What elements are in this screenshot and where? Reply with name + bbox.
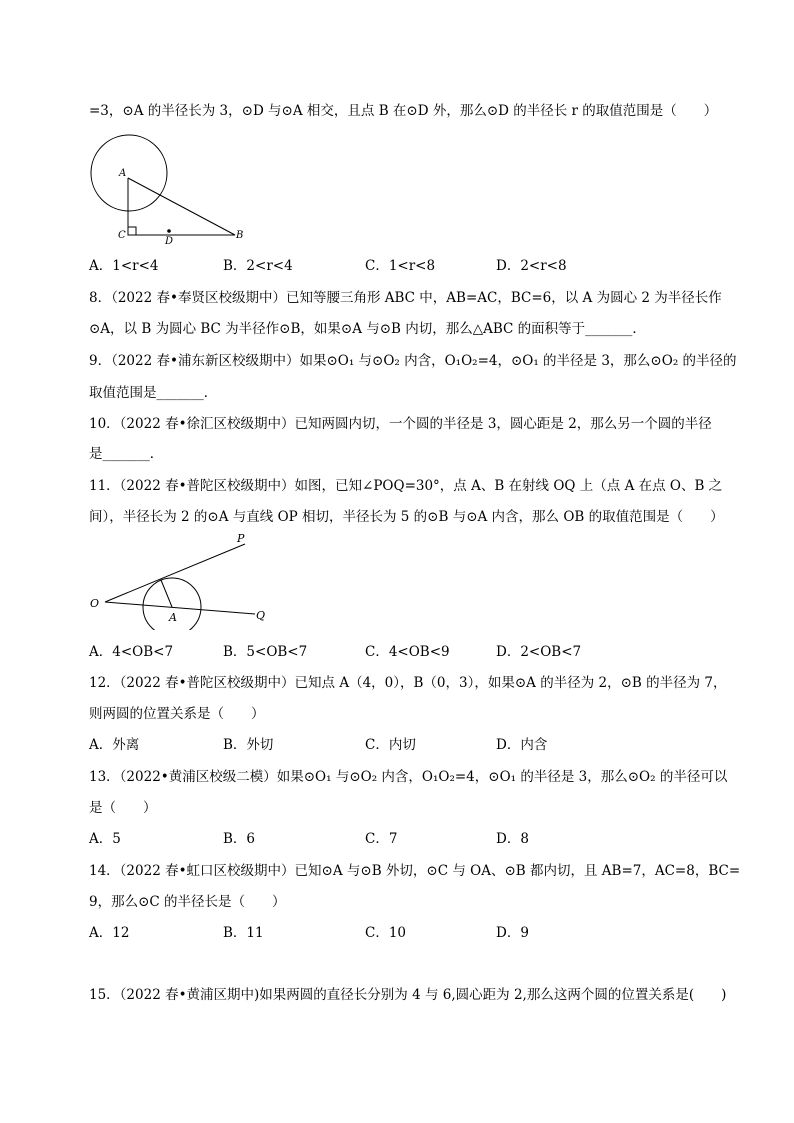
q10-line1: 10．（2022 春•徐汇区校级期中）已知两圆内切，一个圆的半径是 3，圆心距是 2，那么另一个圆的半径 <box>89 416 712 432</box>
q14-options <box>89 924 689 942</box>
q9-line1: 9．（2022 春•浦东新区校级期中）如果⊙O₁ 与⊙O₂ 内含，O₁O₂=4，⊙O₁ 的半径是 3，那么⊙O₂ 的半径的 <box>89 353 737 369</box>
q13-line1: 13．（2022•黄浦区校级二模）如果⊙O₁ 与⊙O₂ 内含，O₁O₂=4，⊙O₁ 的半径是 3，那么⊙O₂ 的半径可以 <box>89 769 728 785</box>
option-c[interactable]: C．10 <box>365 925 407 941</box>
option-a[interactable]: A．4<OB<7 <box>89 644 174 660</box>
q12-line2: 则两圆的位置关系是（ ） <box>89 706 265 722</box>
option-b[interactable]: B．2<r<4 <box>223 258 293 274</box>
q12-line1: 12．（2022 春•普陀区校级期中）已知点 A（4，0），B（0，3），如果⊙A 的半径为 2，⊙B 的半径为 7， <box>89 675 727 691</box>
q13-options <box>89 830 689 848</box>
q13-line2: 是（ ） <box>89 800 157 816</box>
label-p: P <box>237 532 245 545</box>
option-d[interactable]: D．9 <box>496 925 529 941</box>
label-o: O <box>90 597 100 610</box>
q7-text: =3，⊙A 的半径长为 3，⊙D 与⊙A 相交，且点 B 在⊙D 外，那么⊙D 的半径长 r 的取值范围是（ ） <box>89 103 718 119</box>
q9-line2: 取值范围是_______． <box>89 385 218 401</box>
option-a[interactable]: A．外离 <box>89 737 140 753</box>
option-b[interactable]: B．5<OB<7 <box>223 644 308 660</box>
option-c[interactable]: C．7 <box>365 831 398 847</box>
q15-line1: 15．（2022 春•黄浦区期中)如果两圆的直径长分别为 4 与 6,圆心距为 2,那么这两个圆的位置关系是( ) <box>89 987 727 1003</box>
q7-options <box>89 257 689 275</box>
option-b[interactable]: B．11 <box>223 925 264 941</box>
option-a[interactable]: A．12 <box>89 925 130 941</box>
label-a: A <box>119 168 127 179</box>
q11-figure <box>85 528 275 630</box>
option-a[interactable]: A．5 <box>89 831 121 847</box>
option-d[interactable]: D．2<OB<7 <box>496 644 582 660</box>
option-d[interactable]: D．内含 <box>496 737 548 753</box>
q8-line2: ⊙A，以 B 为圆心 BC 为半径作⊙B，如果⊙A 与⊙B 内切，那么△ABC 的面积等于_______． <box>89 321 646 337</box>
q10-line2: 是_______． <box>89 446 164 462</box>
q14-line1: 14．（2022 春•虹口区校级期中）已知⊙A 与⊙B 外切，⊙C 与 OA、⊙B 都内切，且 AB=7，AC=8，BC= <box>89 863 741 879</box>
label-d: D <box>165 236 174 245</box>
label-q: Q <box>256 609 266 622</box>
option-d[interactable]: D．8 <box>496 831 529 847</box>
option-c[interactable]: C．4<OB<9 <box>365 644 450 660</box>
q11-line2: 间），半径长为 2 的⊙A 与直线 OP 相切，半径长为 5 的⊙B 与⊙A 内含，那么 OB 的取值范围是（ ） <box>89 509 724 525</box>
label-a: A <box>169 611 177 624</box>
q8-line1: 8．（2022 春•奉贤区校级期中）已知等腰三角形 ABC 中，AB=AC，BC=6，以 A 为圆心 2 为半径长作 <box>89 290 722 306</box>
q7-figure <box>80 130 260 245</box>
q12-options <box>89 736 689 754</box>
label-b: B <box>236 230 244 241</box>
option-c[interactable]: C．内切 <box>365 737 416 753</box>
option-b[interactable]: B．外切 <box>223 737 274 753</box>
q11-options <box>89 643 689 661</box>
option-b[interactable]: B．6 <box>223 831 256 847</box>
option-a[interactable]: A．1<r<4 <box>89 258 159 274</box>
option-c[interactable]: C．1<r<8 <box>365 258 436 274</box>
q11-line1: 11．（2022 春•普陀区校级期中）如图，已知∠POQ=30°，点 A、B 在射线 OQ 上（点 A 在点 O、B 之 <box>89 478 723 494</box>
q14-line2: 9，那么⊙C 的半径长是（ ） <box>89 894 286 910</box>
option-d[interactable]: D．2<r<8 <box>496 258 567 274</box>
label-c: C <box>118 230 126 241</box>
